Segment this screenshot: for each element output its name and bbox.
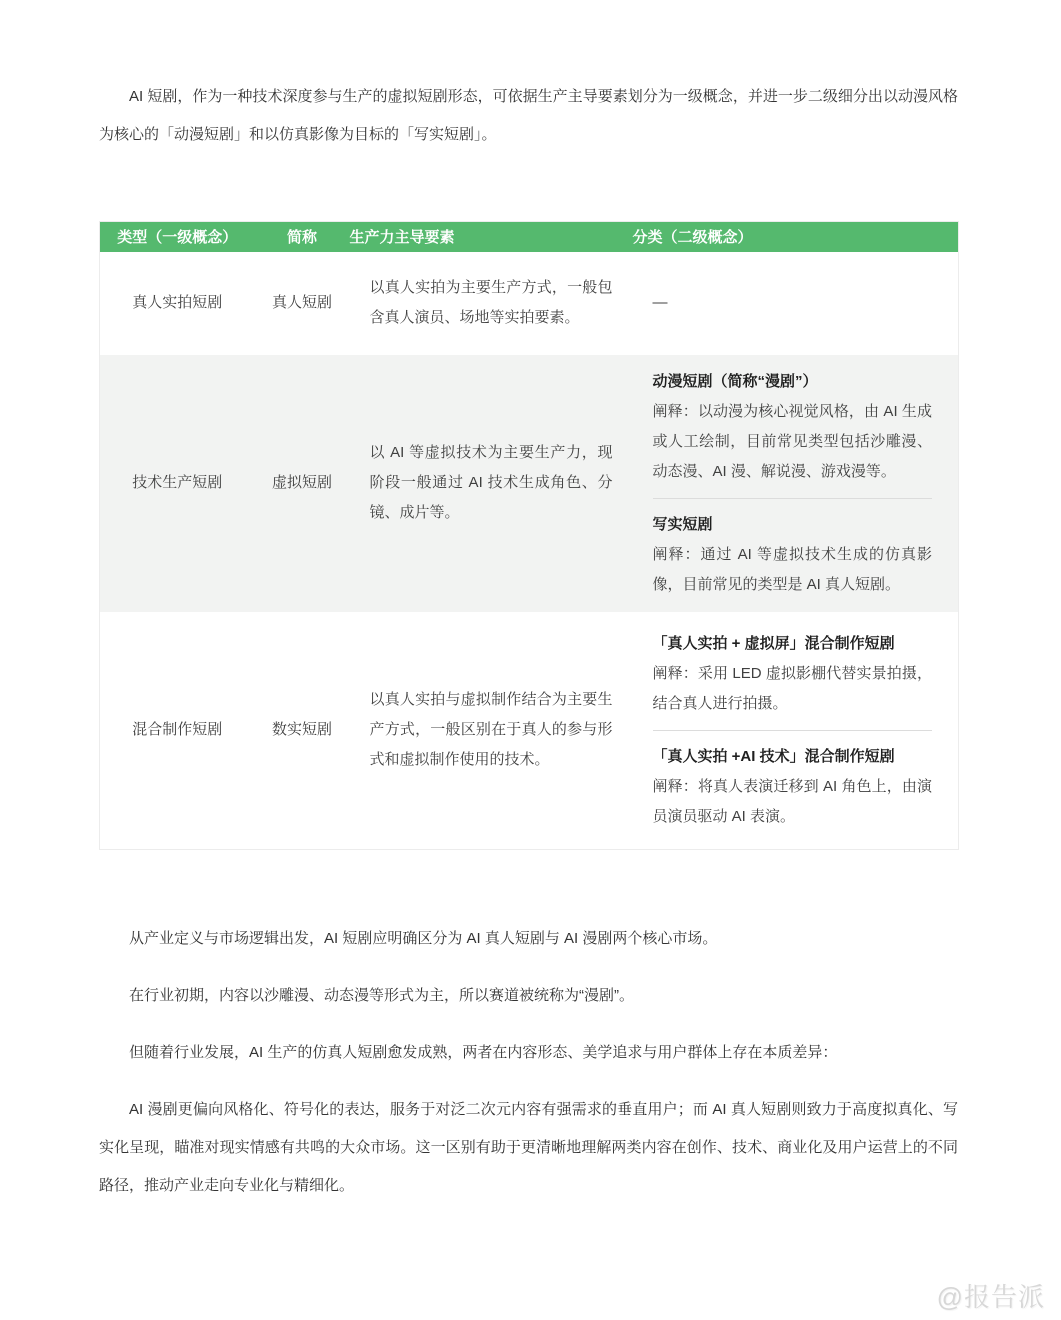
cell-short-name: 真人短剧 [271,294,332,311]
subcategory-divider [653,498,933,499]
cell-subcategory [633,252,959,355]
table-row-tech-produced [100,355,959,612]
watermark-baogaopai: @报告派 [936,1282,1045,1312]
subcategory-description: 阐释：以动漫为核心视觉风格，由 AI 生成或人工绘制，目前常见类型包括沙雕漫、动态漫、AI 漫、解说漫、游戏漫等。 [652,402,932,480]
subcategory-description: 阐释：采用 LED 虚拟影棚代替实景拍摄，结合真人进行拍摄。 [652,664,932,712]
cell-type: 真人实拍短剧 [132,294,223,311]
subcategory-title: 「真人实拍 + 虚拟屏」混合制作短剧 [652,634,895,652]
column-header-factor: 生产力主导要素 [350,222,633,252]
classification-table [99,221,959,850]
subcategory-divider [653,730,933,731]
body-paragraph-market-definition: 从产业定义与市场逻辑出发，AI 短剧应明确区分为 AI 真人短剧与 AI 漫剧两个核心市场。 [129,930,718,947]
cell-factor: 以 AI 等虚拟技术为主要生产力，现阶段一般通过 AI 技术生成角色、分镜、成片等。 [369,444,613,521]
column-header-short-name: 简称 [255,222,350,252]
subcategory-title: 动漫短剧（简称“漫剧”） [652,372,818,390]
table-header-row [100,222,959,252]
table-header [100,222,959,252]
subcategory-description: 阐释：将真人表演迁移到 AI 角色上，由演员演员驱动 AI 表演。 [652,777,932,825]
body-paragraph-early-industry: 在行业初期，内容以沙雕漫、动态漫等形式为主，所以赛道被统称为“漫剧”。 [129,987,634,1004]
cell-subcategory [633,355,959,612]
column-header-subcategory: 分类（二级概念） [633,222,959,252]
subcategory-title: 写实短剧 [652,515,713,533]
table-row-live-action [100,252,959,355]
body-paragraph-difference: AI 漫剧更偏向风格化、符号化的表达，服务于对泛二次元内容有强需求的垂直用户；而 AI 真人短剧则致力于高度拟真化、写实化呈现，瞄准对现实情感有共鸣的大众市场。这一区别有助于更清晰地理解两类内容在创作、技术、商业化及用户运营上的不同路径，推动产业走向专业化与精细化。 [99,1101,958,1194]
empty-category-dash: — [652,294,668,311]
cell-subcategory [633,612,959,850]
cell-type: 技术生产短剧 [132,474,223,491]
subcategory-anime [653,367,933,487]
subcategory-description: 阐释：通过 AI 等虚拟技术生成的仿真影像，目前常见的类型是 AI 真人短剧。 [652,545,932,593]
body-paragraph-industry-growth: 但随着行业发展，AI 生产的仿真人短剧愈发成熟，两者在内容形态、美学追求与用户群体上存在本质差异： [129,1044,838,1061]
cell-factor: 以真人实拍为主要生产方式，一般包含真人演员、场地等实拍要素。 [369,279,613,326]
cell-factor: 以真人实拍与虚拟制作结合为主要生产方式，一般区别在于真人的参与形式和虚拟制作使用的技术。 [369,691,613,769]
cell-type: 混合制作短剧 [132,721,223,739]
subcategory-ai-tech [653,742,933,832]
cell-short-name: 数实短剧 [271,721,332,739]
subcategory-realistic [653,510,933,600]
subcategory-title: 「真人实拍 +AI 技术」混合制作短剧 [652,747,895,765]
column-header-type: 类型（一级概念） [100,222,255,252]
intro-paragraph: AI 短剧，作为一种技术深度参与生产的虚拟短剧形态，可依据生产主导要素划分为一级概念，并进一步二级细分出以动漫风格为核心的「动漫短剧」和以仿真影像为目标的「写实短剧」。 [99,88,958,143]
subcategory-virtual-screen [653,629,933,719]
table-row-hybrid-produced [100,612,959,850]
cell-short-name: 虚拟短剧 [271,474,332,491]
